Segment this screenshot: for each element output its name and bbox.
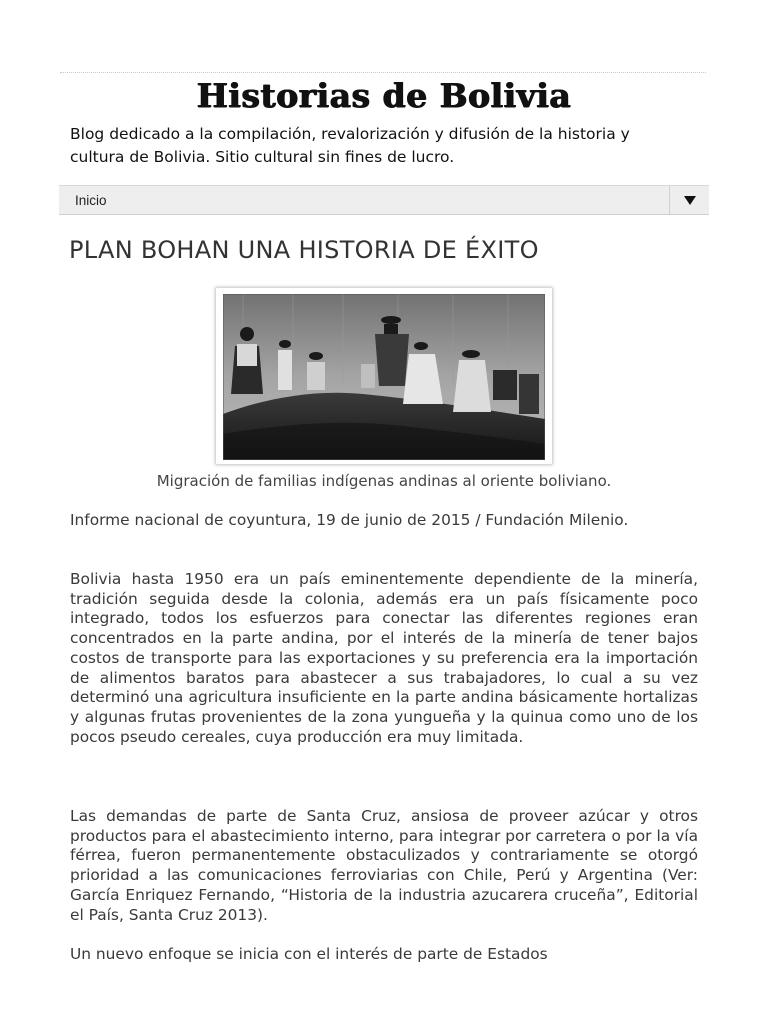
nav-current-page[interactable]: Inicio <box>75 193 107 208</box>
nav-dropdown-button[interactable] <box>669 186 709 214</box>
post-title[interactable]: PLAN BOHAN UNA HISTORIA DE ÉXITO <box>69 236 539 264</box>
post-paragraph: Un nuevo enfoque se inicia con el interés de parte de Estados <box>70 945 548 963</box>
post-source: Informe nacional de coyuntura, 19 de junio de 2015 / Fundación Milenio. <box>70 511 629 529</box>
post-paragraph: Bolivia hasta 1950 era un país eminentemente dependiente de la minería, tradición seguida desde la colonia, además era un país físicamente poco integrado, todos los esfuerzos para conectar las diferentes regiones eran concentrados en la parte andina, por el interés de la minería de tener bajos costos de transporte para las exportaciones y su preferencia era la importación de alimentos baratos para abastecer a sus trabajadores, lo cual a su vez determinó una agricultura insuficiente en la parte andina básicamente hortalizas y algunas frutas provenientes de la zona yungueña y la quinua como uno de los pocos pseudo cereales, cuya producción era muy limitada. <box>70 570 698 746</box>
page-navigation[interactable] <box>59 185 709 215</box>
image-caption: Migración de familias indígenas andinas al oriente boliviano. <box>156 472 612 490</box>
historical-photo <box>223 294 545 460</box>
post-paragraph: Las demandas de parte de Santa Cruz, ansiosa de proveer azúcar y otros productos para el abastecimiento interno, para integrar por carretera o por la vía férrea, fueron permanentemente obstaculizados y contrariamente se otorgó prioridad a las comunicaciones ferroviarias con Chile, Perú y Argentina (Ver: García Enriquez Fernando, “Historia de la industria azucarera cruceña”, Editorial el País, Santa Cruz 2013). <box>70 807 698 924</box>
site-description: Blog dedicado a la compilación, revalorización y difusión de la historia y cultura de Bolivia. Sitio cultural sin fines de lucro. <box>70 125 630 166</box>
site-title[interactable]: Historias de Bolivia <box>196 76 572 115</box>
triangle-down-icon <box>684 196 696 205</box>
post-image[interactable] <box>216 288 552 464</box>
